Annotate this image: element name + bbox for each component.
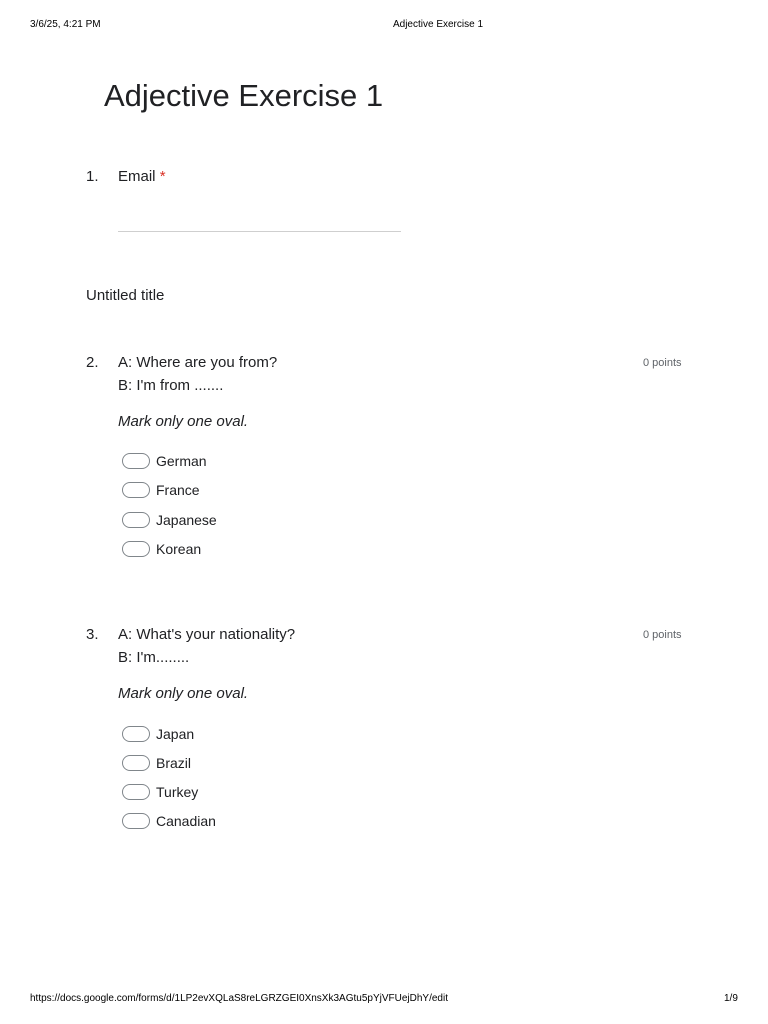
option-label: Canadian (156, 813, 216, 829)
radio-oval-icon[interactable] (122, 755, 150, 771)
option-label: France (156, 482, 200, 498)
instruction-text: Mark only one oval. (118, 413, 249, 430)
radio-option[interactable] (122, 480, 200, 500)
radio-oval-icon[interactable] (122, 512, 150, 528)
question-line: B: I'm........ (118, 649, 190, 666)
radio-option[interactable] (122, 782, 198, 802)
option-label: Korean (156, 541, 202, 557)
section-title: Untitled title (86, 287, 165, 304)
points-label: 0 points (643, 357, 682, 369)
email-question-label (118, 165, 166, 188)
print-datetime: 3/6/25, 4:21 PM (30, 19, 101, 30)
radio-oval-icon[interactable] (122, 541, 150, 557)
question-number: 2. (86, 354, 99, 371)
radio-option[interactable] (122, 510, 217, 530)
radio-oval-icon[interactable] (122, 726, 150, 742)
instruction-text: Mark only one oval. (118, 685, 249, 702)
radio-oval-icon[interactable] (122, 482, 150, 498)
question-line: B: I'm from ....... (118, 377, 224, 394)
radio-option[interactable] (122, 811, 216, 831)
question-line: A: What's your nationality? (118, 626, 296, 643)
question-text (118, 623, 295, 669)
radio-oval-icon[interactable] (122, 784, 150, 800)
question-line: A: Where are you from? (118, 354, 278, 371)
points-label: 0 points (643, 629, 682, 641)
print-doc-title: Adjective Exercise 1 (392, 19, 484, 30)
email-input-line[interactable] (118, 231, 401, 232)
radio-oval-icon[interactable] (122, 453, 150, 469)
question-number: 1. (86, 168, 99, 185)
radio-option[interactable] (122, 724, 194, 744)
required-asterisk: * (159, 168, 166, 185)
print-url: https://docs.google.com/forms/d/1LP2evXQLaS8reLGRZGEI0XnsXk3AGtu5pYjVFUejDhY/edit (30, 993, 448, 1004)
question-text (118, 351, 277, 397)
option-label: German (156, 453, 207, 469)
radio-option[interactable] (122, 539, 201, 559)
form-title: Adjective Exercise 1 (104, 78, 384, 113)
page-number: 1/9 (724, 993, 738, 1004)
option-label: Turkey (156, 784, 199, 800)
radio-oval-icon[interactable] (122, 813, 150, 829)
radio-option[interactable] (122, 451, 207, 471)
radio-option[interactable] (122, 753, 191, 773)
email-label: Email (118, 168, 156, 185)
option-label: Brazil (156, 755, 192, 771)
option-label: Japanese (156, 512, 217, 528)
option-label: Japan (156, 726, 195, 742)
question-number: 3. (86, 626, 99, 643)
